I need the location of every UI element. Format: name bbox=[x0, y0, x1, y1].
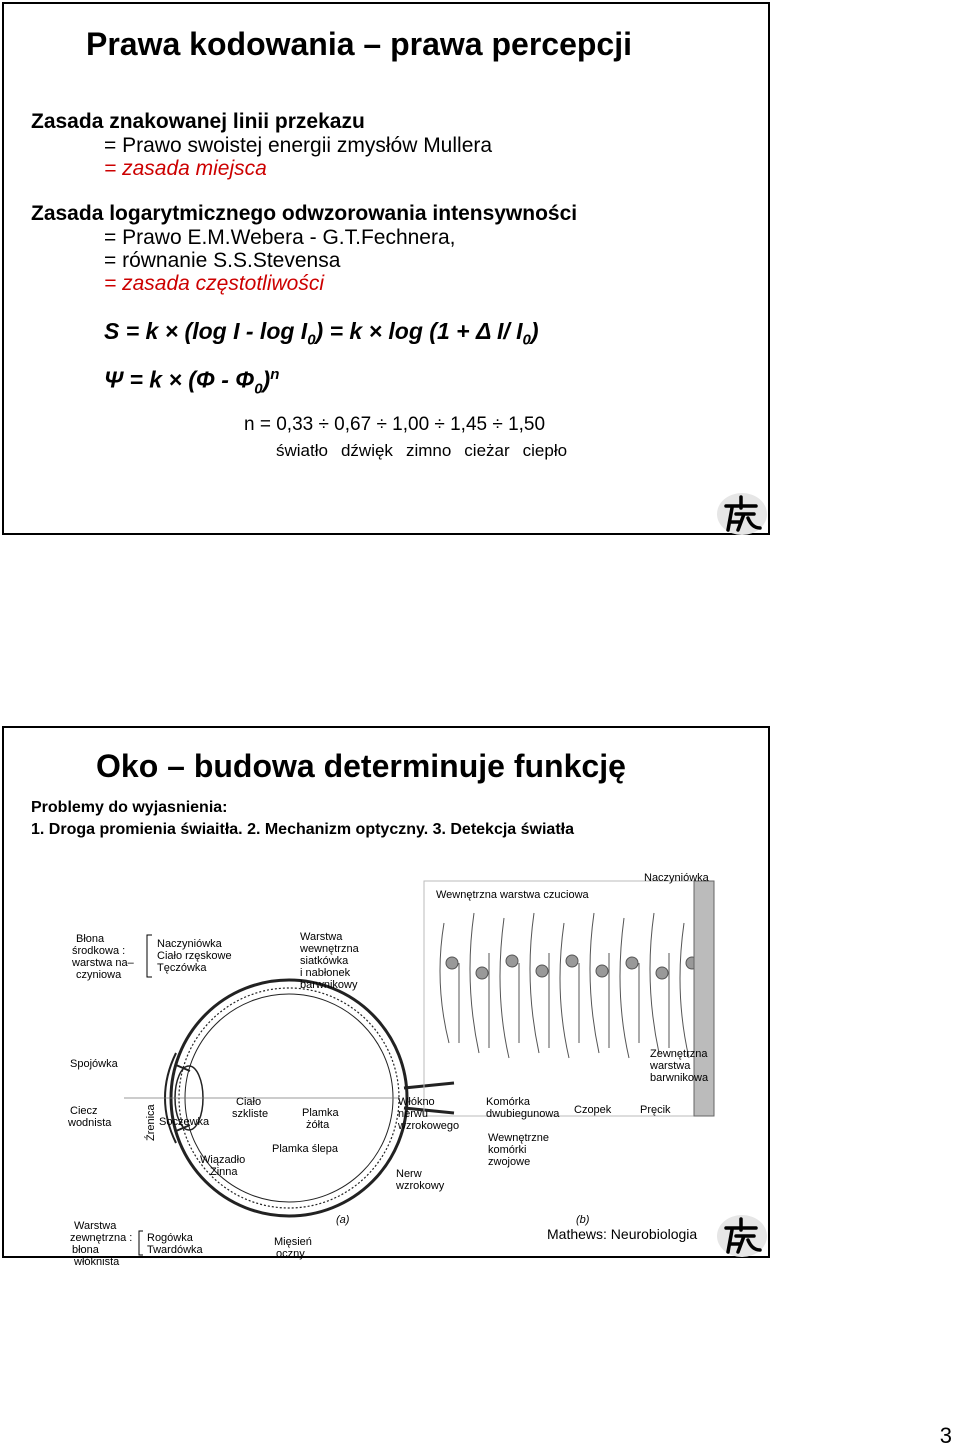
modality-sound: dźwięk bbox=[340, 441, 393, 460]
label-precik: Pręcik bbox=[640, 1104, 671, 1116]
source-credit: Mathews: Neurobiologia bbox=[547, 1226, 698, 1242]
principle-labeled-line: Zasada znakowanej linii przekazu bbox=[31, 110, 365, 133]
label-fig-b: (b) bbox=[576, 1214, 590, 1226]
label-ciecz-2: wodnista bbox=[68, 1117, 112, 1129]
label-miesien-1: Mięsień bbox=[274, 1236, 312, 1248]
label-warstwa-wew-1: Warstwa bbox=[300, 931, 343, 943]
label-cialo-1: Ciało bbox=[236, 1096, 262, 1108]
principle-place: = zasada miejsca bbox=[104, 157, 267, 180]
label-soczewka: Soczewka bbox=[159, 1116, 210, 1128]
formula-stevens: $\Psi = k \times (\Phi - \Phi_0)^n$ bbox=[104, 366, 280, 398]
university-logo-icon bbox=[716, 492, 768, 536]
modality-labels bbox=[276, 441, 580, 461]
label-plamka-zolta-1: Plamka bbox=[302, 1107, 339, 1119]
problems-header: Problemy do wyjasnienia: bbox=[31, 799, 228, 816]
label-komorka-1: Komórka bbox=[486, 1096, 531, 1108]
principle-frequency: = zasada częstotliwości bbox=[104, 272, 325, 295]
label-wlokno-1: Włókno bbox=[398, 1096, 435, 1108]
eye-anatomy-diagram bbox=[4, 843, 768, 1268]
label-warstwa-wew-2: wewnętrzna bbox=[300, 943, 359, 955]
label-zew-barwnik-1: Zewnętrzna bbox=[650, 1048, 708, 1060]
label-miesien-2: oczny bbox=[276, 1248, 305, 1260]
label-zrenica: Źrenica bbox=[145, 1104, 157, 1141]
label-wew-komorki-3: zwojowe bbox=[488, 1156, 531, 1168]
label-ciecz-1: Ciecz bbox=[70, 1105, 98, 1117]
label-zew-barwnik-2: warstwa bbox=[650, 1060, 691, 1072]
label-wiazadlo-1: Wiązadło bbox=[200, 1154, 246, 1166]
law-weber-fechner: = Prawo E.M.Webera - G.T.Fechnera, bbox=[104, 226, 456, 249]
label-warstwa-zew-2: zewnętrzna : bbox=[70, 1232, 133, 1244]
label-warstwa-wew-3: siatkówka bbox=[300, 955, 349, 967]
label-fig-a: (a) bbox=[336, 1214, 350, 1226]
label-warstwa-zew-4: włóknista bbox=[74, 1256, 120, 1268]
label-blona-4: czyniowa bbox=[76, 969, 122, 981]
university-logo-icon bbox=[716, 1214, 768, 1258]
slide-title: Prawa kodowania – prawa percepcji bbox=[86, 26, 632, 62]
stevens-equation: = równanie S.S.Stevensa bbox=[104, 249, 341, 272]
label-twardowka: Twardówka bbox=[147, 1244, 203, 1256]
label-rogowka: Rogówka bbox=[147, 1232, 193, 1244]
label-wew-czuciowa: Wewnętrzna warstwa czuciowa bbox=[436, 889, 589, 901]
exponent-values: n = 0,33 ÷ 0,67 ÷ 1,00 ÷ 1,45 ÷ 1,50 bbox=[244, 414, 546, 435]
label-czopek: Czopek bbox=[574, 1104, 612, 1116]
label-plamka-slepa: Plamka ślepa bbox=[272, 1143, 339, 1155]
label-blona-3: warstwa na– bbox=[72, 957, 134, 969]
problems-list: 1. Droga promienia świaitła. 2. Mechanizm optyczny. 3. Detekcja światła bbox=[31, 821, 574, 838]
slide-coding-laws bbox=[2, 2, 770, 535]
modality-light: światło bbox=[276, 441, 328, 460]
formula-fechner: S = k × (log $I - \log I_0) = k \times \log (1 + \Delta$ I/ $I_0$) bbox=[104, 318, 539, 349]
diagram-labels-right bbox=[436, 872, 710, 1226]
label-komorka-2: dwubiegunowa bbox=[486, 1108, 560, 1120]
label-blona-2: środkowa : bbox=[72, 945, 126, 957]
label-zew-barwnik-3: barwnikowa bbox=[650, 1072, 709, 1084]
label-warstwa-zew-1: Warstwa bbox=[74, 1220, 117, 1232]
modality-cold: zimno bbox=[405, 441, 452, 460]
label-nerw-2: wzrokowy bbox=[396, 1180, 445, 1192]
slide-eye-structure bbox=[2, 726, 770, 1268]
label-naczyniowka: Naczyniówka bbox=[157, 938, 222, 950]
label-wew-komorki-1: Wewnętrzne bbox=[488, 1132, 549, 1144]
label-warstwa-wew-5: barwnikowy bbox=[300, 979, 358, 991]
law-specific-energy: = Prawo swoistej energii zmysłów Mullera bbox=[104, 134, 493, 157]
label-spojowka: Spojówka bbox=[70, 1058, 118, 1070]
slide-title: Oko – budowa determinuje funkcję bbox=[96, 748, 626, 784]
label-nerw-1: Nerw bbox=[396, 1168, 422, 1180]
label-wlokno-2: nerwu bbox=[398, 1108, 428, 1120]
label-warstwa-wew-4: i nabłonek bbox=[300, 967, 351, 979]
label-plamka-zolta-2: żółta bbox=[306, 1119, 330, 1131]
modality-weight: cieżar bbox=[464, 441, 510, 460]
label-warstwa-zew-3: błona bbox=[72, 1244, 99, 1256]
label-wiazadlo-2: Zinna bbox=[210, 1166, 238, 1178]
label-teczowka: Tęczówka bbox=[157, 962, 207, 974]
label-cialo-rzeskowe: Ciało rzęskowe bbox=[157, 950, 232, 962]
label-cialo-2: szkliste bbox=[232, 1108, 269, 1120]
modality-warmth: ciepło bbox=[522, 441, 568, 460]
label-wlokno-3: wzrokowego bbox=[398, 1120, 460, 1132]
page-number: 3 bbox=[939, 1423, 952, 1448]
label-naczyniowka-right: Naczyniówka bbox=[644, 872, 709, 884]
label-wew-komorki-2: komórki bbox=[488, 1144, 527, 1156]
label-blona-1: Błona bbox=[76, 933, 105, 945]
principle-logarithmic: Zasada logarytmicznego odwzorowania intensywności bbox=[31, 202, 578, 225]
